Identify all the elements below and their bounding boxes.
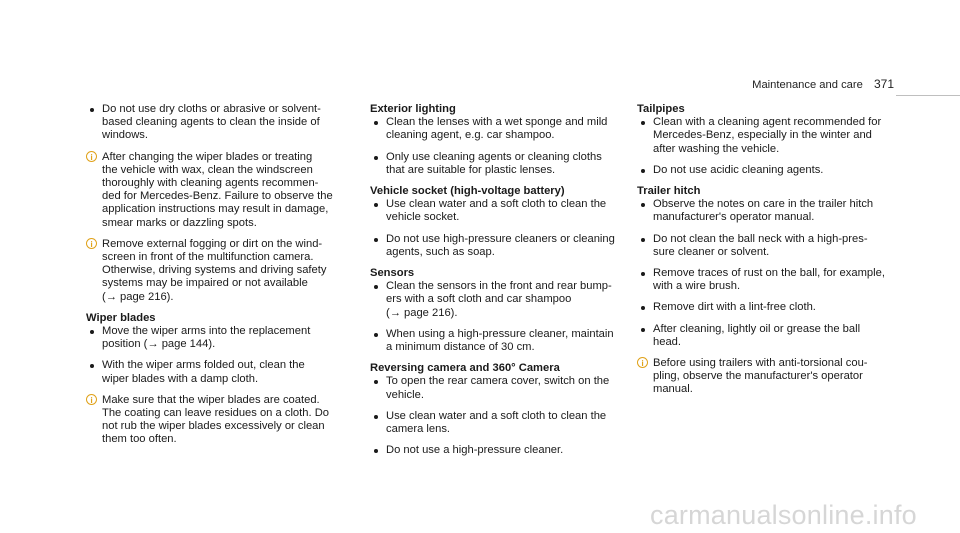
bullet-text: Observe the notes on care in the trailer hitch manufacturer's operator manual. bbox=[653, 198, 874, 224]
note-text: Remove external fogging or dirt on the wind- screen in front of the multifunction camera. Otherwise, driving systems and driving safety systems may be impaired or not available (→ page 216). bbox=[102, 237, 327, 303]
bullet-text: Do not use a high-pressure cleaner. bbox=[386, 444, 564, 457]
list-item bbox=[370, 280, 632, 320]
note-text: After changing the wiper blades or treating the vehicle with wax, clean the windscreen thoroughly with cleaning agents recommen- ded for Mercedes-Benz. Failure to observe the application instructions may result in damage, smear marks or dazzling spots. bbox=[102, 150, 333, 229]
list-item bbox=[370, 410, 632, 436]
bullet-dot-icon bbox=[374, 285, 378, 289]
bullet-dot-icon bbox=[374, 121, 378, 125]
note bbox=[86, 394, 348, 447]
bullet-dot-icon bbox=[90, 330, 94, 334]
bullet-text: With the wiper arms folded out, clean the wiper blades with a damp cloth. bbox=[102, 359, 305, 385]
header-rule bbox=[896, 95, 960, 96]
bullet-text: Move the wiper arms into the replacement position (→ page 144). bbox=[102, 325, 311, 351]
bullet-text: When using a high-pressure cleaner, maintain a minimum distance of 30 cm. bbox=[386, 327, 614, 354]
column-middle bbox=[370, 103, 632, 457]
bullet-dot-icon bbox=[374, 449, 378, 453]
note-text: Before using trailers with anti-torsional cou- pling, observe the manufacturer's operator manual. bbox=[653, 357, 868, 396]
section-sensors bbox=[370, 267, 632, 354]
bullet-dot-icon bbox=[641, 169, 645, 173]
bullet-dot-icon bbox=[374, 156, 378, 160]
bullet-dot-icon bbox=[641, 238, 645, 242]
bullet-text: After cleaning, lightly oil or grease the ball head. bbox=[653, 322, 861, 348]
bullet-text: Do not clean the ball neck with a high-pres- sure cleaner or solvent. bbox=[653, 232, 868, 258]
list-item bbox=[637, 116, 899, 156]
section-title: Exterior lighting bbox=[370, 103, 456, 115]
bullet-text: Clean the sensors in the front and rear bump- ers with a soft cloth and car shampoo (→ page 216). bbox=[386, 280, 612, 319]
bullet-text: Remove dirt with a lint-free cloth. bbox=[653, 301, 816, 314]
bullet-text: Clean with a cleaning agent recommended for Mercedes-Benz, especially in the winter and after washing the vehicle. bbox=[653, 116, 882, 155]
section-title: Vehicle socket (high-voltage battery) bbox=[370, 185, 565, 198]
section-wiper-blades bbox=[86, 312, 348, 447]
list-item bbox=[637, 267, 899, 293]
list-item bbox=[370, 328, 632, 354]
section-title: Trailer hitch bbox=[637, 185, 701, 198]
info-note-icon: i bbox=[86, 394, 97, 405]
list-item bbox=[370, 116, 632, 142]
list-item bbox=[86, 103, 348, 143]
bullet-dot-icon bbox=[641, 121, 645, 125]
bullet-text: To open the rear camera cover, switch on the vehicle. bbox=[386, 375, 610, 401]
list-item bbox=[86, 359, 348, 385]
section-title: Reversing camera and 360° Camera bbox=[370, 362, 560, 375]
bullet-text: Remove traces of rust on the ball, for example, with a wire brush. bbox=[653, 267, 885, 293]
note bbox=[86, 238, 348, 304]
bullet-text: Only use cleaning agents or cleaning cloths that are suitable for plastic lenses. bbox=[386, 150, 602, 176]
bullet-dot-icon bbox=[90, 364, 94, 368]
bullet-text: Use clean water and a soft cloth to clean the vehicle socket. bbox=[386, 198, 607, 224]
section-trailer-hitch bbox=[637, 185, 899, 397]
list-item bbox=[637, 301, 899, 314]
list-item bbox=[637, 164, 899, 177]
bullet-text: Clean the lenses with a wet sponge and mild cleaning agent, e.g. car shampoo. bbox=[386, 116, 608, 142]
section-title: Sensors bbox=[370, 267, 415, 280]
bullet-dot-icon bbox=[374, 380, 378, 384]
page-number: 371 bbox=[873, 77, 894, 91]
list-item bbox=[370, 233, 632, 259]
bullet-dot-icon bbox=[374, 333, 378, 337]
section-vehicle-socket bbox=[370, 185, 632, 259]
info-note-icon: i bbox=[637, 357, 648, 368]
list-item bbox=[370, 198, 632, 224]
list-item bbox=[637, 198, 899, 224]
column-left bbox=[86, 103, 348, 447]
bullet-dot-icon bbox=[641, 306, 645, 310]
note-text: Make sure that the wiper blades are coated. The coating can leave residues on a cloth. Do not rub the wiper blades excessively or clean them too often. bbox=[102, 393, 329, 446]
note bbox=[637, 357, 899, 397]
list-item bbox=[86, 325, 348, 351]
section-title: Wiper blades bbox=[86, 311, 156, 324]
bullet-dot-icon bbox=[641, 203, 645, 207]
chapter-title: Maintenance and care bbox=[752, 79, 863, 91]
bullet-dot-icon bbox=[374, 203, 378, 207]
watermark-text: carmanualsonline.info bbox=[650, 500, 917, 530]
bullet-text: Use clean water and a soft cloth to clean the camera lens. bbox=[386, 409, 607, 436]
info-note-icon: i bbox=[86, 151, 97, 162]
bullet-dot-icon bbox=[90, 108, 94, 112]
bullet-text: Do not use acidic cleaning agents. bbox=[653, 163, 824, 176]
note bbox=[86, 151, 348, 230]
bullet-dot-icon bbox=[641, 328, 645, 332]
bullet-text: Do not use high-pressure cleaners or cleaning agents, such as soap. bbox=[386, 232, 615, 258]
section-title: Tailpipes bbox=[637, 103, 685, 115]
list-item bbox=[370, 151, 632, 177]
bullet-dot-icon bbox=[374, 238, 378, 242]
section-reversing-camera bbox=[370, 362, 632, 457]
bullet-dot-icon bbox=[641, 272, 645, 276]
list-item bbox=[370, 444, 632, 457]
page-header bbox=[752, 77, 894, 91]
section-tailpipes bbox=[637, 103, 899, 177]
bullet-dot-icon bbox=[374, 415, 378, 419]
bullet-text: Do not use dry cloths or abrasive or solvent- based cleaning agents to clean the inside of windows. bbox=[102, 103, 321, 142]
column-right bbox=[637, 103, 899, 397]
list-item bbox=[370, 375, 632, 401]
info-note-icon: i bbox=[86, 238, 97, 249]
list-item bbox=[637, 233, 899, 259]
section-exterior-lighting bbox=[370, 103, 632, 177]
list-item bbox=[637, 323, 899, 349]
